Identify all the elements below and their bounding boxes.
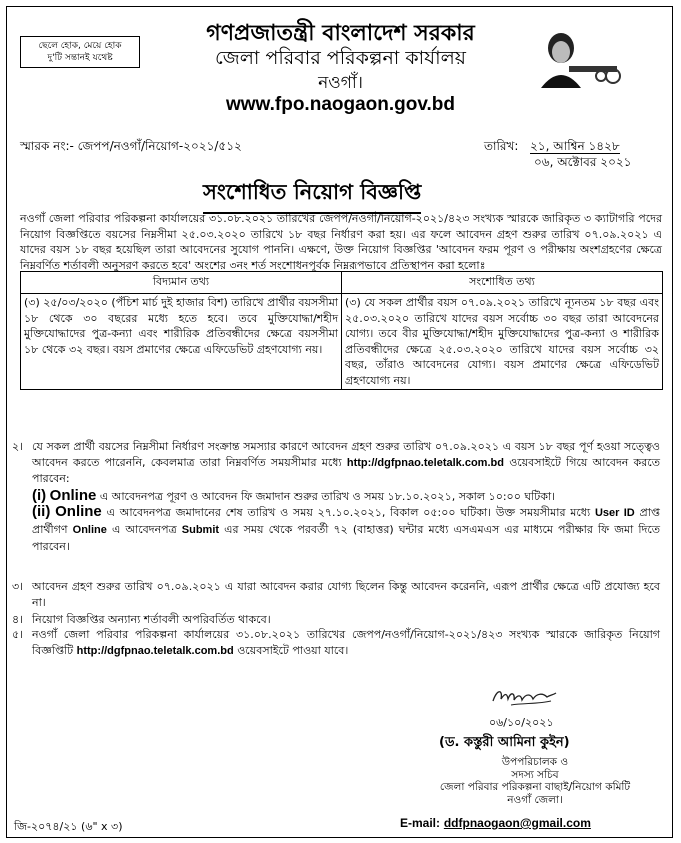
notice-date [484,138,631,170]
date-english: ০৬, অক্টোবর ২০২১ [534,155,632,169]
email-label: E-mail: [400,816,441,830]
notice-page [6,6,673,838]
submit-label: Submit [181,523,220,536]
handwritten-signature [489,683,559,709]
sub-item-number: (ii) [32,503,51,521]
email-address-link[interactable]: ddfpnaogaon@gmail.com [443,816,591,830]
designation-line: নওগাঁ জেলা। [507,793,563,806]
sub-item-text: এ আবেদনপত্র জমাদানের শেষ তারিখ ও সময় ২৭.১০.২০২১, বিকাল ০৫:০০ ঘটিকা। উক্ত সময়সীমার মধ্যে [106,506,591,520]
item-text: ওয়েবসাইটে পাওয়া যাবে। [237,643,349,657]
user-id-label: User ID [594,507,635,520]
sub-item-text: এ আবেদনপত্র [111,522,177,536]
signatory-designation [400,756,670,806]
office-website[interactable]: www.fpo.naogaon.gov.bd [225,94,456,115]
date-bangla: ২১, আশ্বিন ১৪২৮ [530,139,620,153]
item-text: আবেদন গ্রহণ শুরুর তারিখ ০৭.০৯.২০২১ এ যারা আবেদন করার যোগ্য ছিলেন কিন্তু আবেদন করেননি, এরূপ প্রার্থীর ক্ষেত্রে এটি প্রযোজ্য হবে না। [32,580,660,609]
revised-info-cell: (৩) যে সকল প্রার্থীর বয়স ০৭.০৯.২০২১ তারিখে ন্যূনতম ১৮ বছর এবং ২৫.০৩.২০২০ তারিখে যাদের বয়স সর্বোচ্চ ৩০ বছর তারা আবেদনের যোগ্য। তবে বীর মুক্তিযোদ্ধা/শহীদ মুক্তিযোদ্ধাদের পুত্র-কন্যা ও শারীরিক প্রতিবন্ধীদের ক্ষেত্রে ২৫.০৩.২০২০ তারিখে যাদের বয়স সর্বোচ্চ ৩২ বছর, তাঁরাও আবেদনের যোগ্য। বয়স প্রমাণের ক্ষেত্রে এফিডেভিট গ্রহণযোগ্য নয়। [342,294,663,390]
govt-title: গণপ্রজাতন্ত্রী বাংলাদেশ সরকার [206,21,475,46]
online-label: Online [49,486,97,504]
item-number: ৫। [12,628,24,641]
slogan-line-2: দু'টি সন্তানই যথেষ্ট [47,53,113,63]
list-item-4 [12,612,660,628]
date-label: তারিখ: [484,139,519,153]
district-title: নওগাঁ। [318,73,363,93]
item-text: যে সকল প্রার্থী বয়সের নিম্নসীমা নির্ধারণ সংক্রান্ত সমস্যার কারণে আবেদন গ্রহণ শুরুর তারিখ ০৭.০৯.২০২১ এ বয়স ১৮ বছর পূর্ণ হওয়া সত্ত্বেও আবেদন করতে পারেননি, কেবলমাত্র তারা নিম্নবর্ণিত সময়সীমার মধ্যে [32,440,660,469]
item-number: ৪। [12,613,24,626]
online-label: Online [72,523,107,536]
existing-info-cell: (৩) ২৫/০৩/২০২০ (পঁচিশ মার্চ দুই হাজার বিশ) তারিখে প্রার্থীর বয়সসীমা ১৮ থেকে ৩০ বছরের মধ্যে হতে হবে। তবে মুক্তিযোদ্ধা/শহীদ মুক্তিযোদ্ধাদের পুত্র-কন্যা এবং শারীরিক প্রতিবন্ধীদের ক্ষেত্রে বয়সসীমা ১৮ থেকে ৩২ বছর। বয়স প্রমাণের ক্ষেত্রে এফিডেভিট গ্রহণযোগ্য নয়। [21,294,342,390]
item-text: নওগাঁ জেলা পরিবার পরিকল্পনা কার্যালয়ের ৩১.০৮.২০২১ তারিখের জেপপ/নওগাঁ/নিয়োগ-২০২১/৪২৩ সংখ্যক স্মারকে জারিকৃত নিয়োগ বিজ্ঞপ্তিটি [32,628,660,657]
revised-info-header: সংশোধিত তথ্য [342,272,663,294]
item-text: ওয়েবসাইটে গিয়ে আবেদন করতে পারবেন: [32,455,660,486]
sub-item-text: এর সময় থেকে পরবর্তী ৭২ (বাহাত্তর) ঘন্টার মধ্যে এসএমএস এর মাধ্যমে পরীক্ষার ফি জমা দিতে পারবেন। [32,522,661,553]
notice-title: সংশোধিত নিয়োগ বিজ্ঞপ্তি [203,176,421,214]
application-url[interactable]: http://dgfpnao.teletalk.com.bd [346,456,504,469]
sub-item-number: (i) [32,486,47,504]
list-item-2 [12,439,660,554]
memo-reference: স্মারক নং:- জেপপ/নওগাঁ/নিয়োগ-২০২১/৫১২ [20,139,242,153]
item-number: ৩। [12,580,24,593]
comparison-table [20,271,663,390]
item-text: নিয়োগ বিজ্ঞপ্তির অন্যান্য শর্তাবলী অপরিবর্তিত থাকবে। [32,613,271,626]
existing-info-header: বিদ্যমান তথ্য [21,272,342,294]
print-reference: জি-২০৭৪/২১ (৬" x ৩) [14,820,123,833]
contact-email [400,816,591,830]
intro-paragraph: নওগাঁ জেলা পরিবার পরিকল্পনা কার্যালয়ের ৩১.০৮.২০২১ তারিখের জেপপ/নওগাঁ/নিয়োগ-২০২১/৪২৩ সংখ্যক স্মারকে জারিকৃত ৩ ক্যাটাগরি পদের নিয়োগ বিজ্ঞপ্তিতে বয়সের নিম্নসীমা ২৫.০৩.২০২০ তারিখে ১৮ বছর নির্ধারণ করা হয়। এর ফলে আবেদন গ্রহণ শুরুর তারিখ ০৭.০৯.২০২১ এ যাদের বয়স ১৮ বছর হয়েছিল তারা আবেদনের সুযোগ পাননি। এক্ষণে, উক্ত নিয়োগ বিজ্ঞপ্তির 'আবেদন ফরম পূরণ ও পরীক্ষায় অংশগ্রহণের ক্ষেত্রে নিম্নবর্ণিত শর্তাবলী অনুসরণ করতে হবে' অংশের ৩নং শর্ত সংশোধনপূর্বক নিম্নরূপভাবে প্রতিস্থাপন করা হলোঃ [20,212,662,272]
designation-line: উপপরিচালক ও [501,756,569,768]
office-title: জেলা পরিবার পরিকল্পনা কার্যালয় [215,47,466,69]
sub-item-text: এ আবেদনপত্র পূরণ ও আবেদন ফি জমাদান শুরুর তারিখ ও সময় ১৮.১০.২০২১, সকাল ১০:০০ ঘটিকা। [99,489,556,503]
mujib-portrait-logo [533,24,627,88]
list-item-5 [12,627,660,659]
designation-line: জেলা পরিবার পরিকল্পনা বাছাই/নিয়োগ কমিটি [439,781,631,793]
signature-date: ০৬/১০/২০২১ [489,716,554,729]
slogan-line-1: ছেলে হোক, মেয়ে হোক [38,41,122,51]
notice-url[interactable]: http://dgfpnao.teletalk.com.bd [76,644,234,657]
item-number: ২। [12,440,24,453]
signatory-name: (ড. কস্তুরী আমিনা কুইন) [439,735,570,750]
online-label: Online [55,503,102,521]
designation-line: সদস্য সচিব [511,768,559,781]
sub-item-text: প্রাপ্ত প্রার্থীগণ [32,506,660,536]
list-item-3 [12,579,660,610]
